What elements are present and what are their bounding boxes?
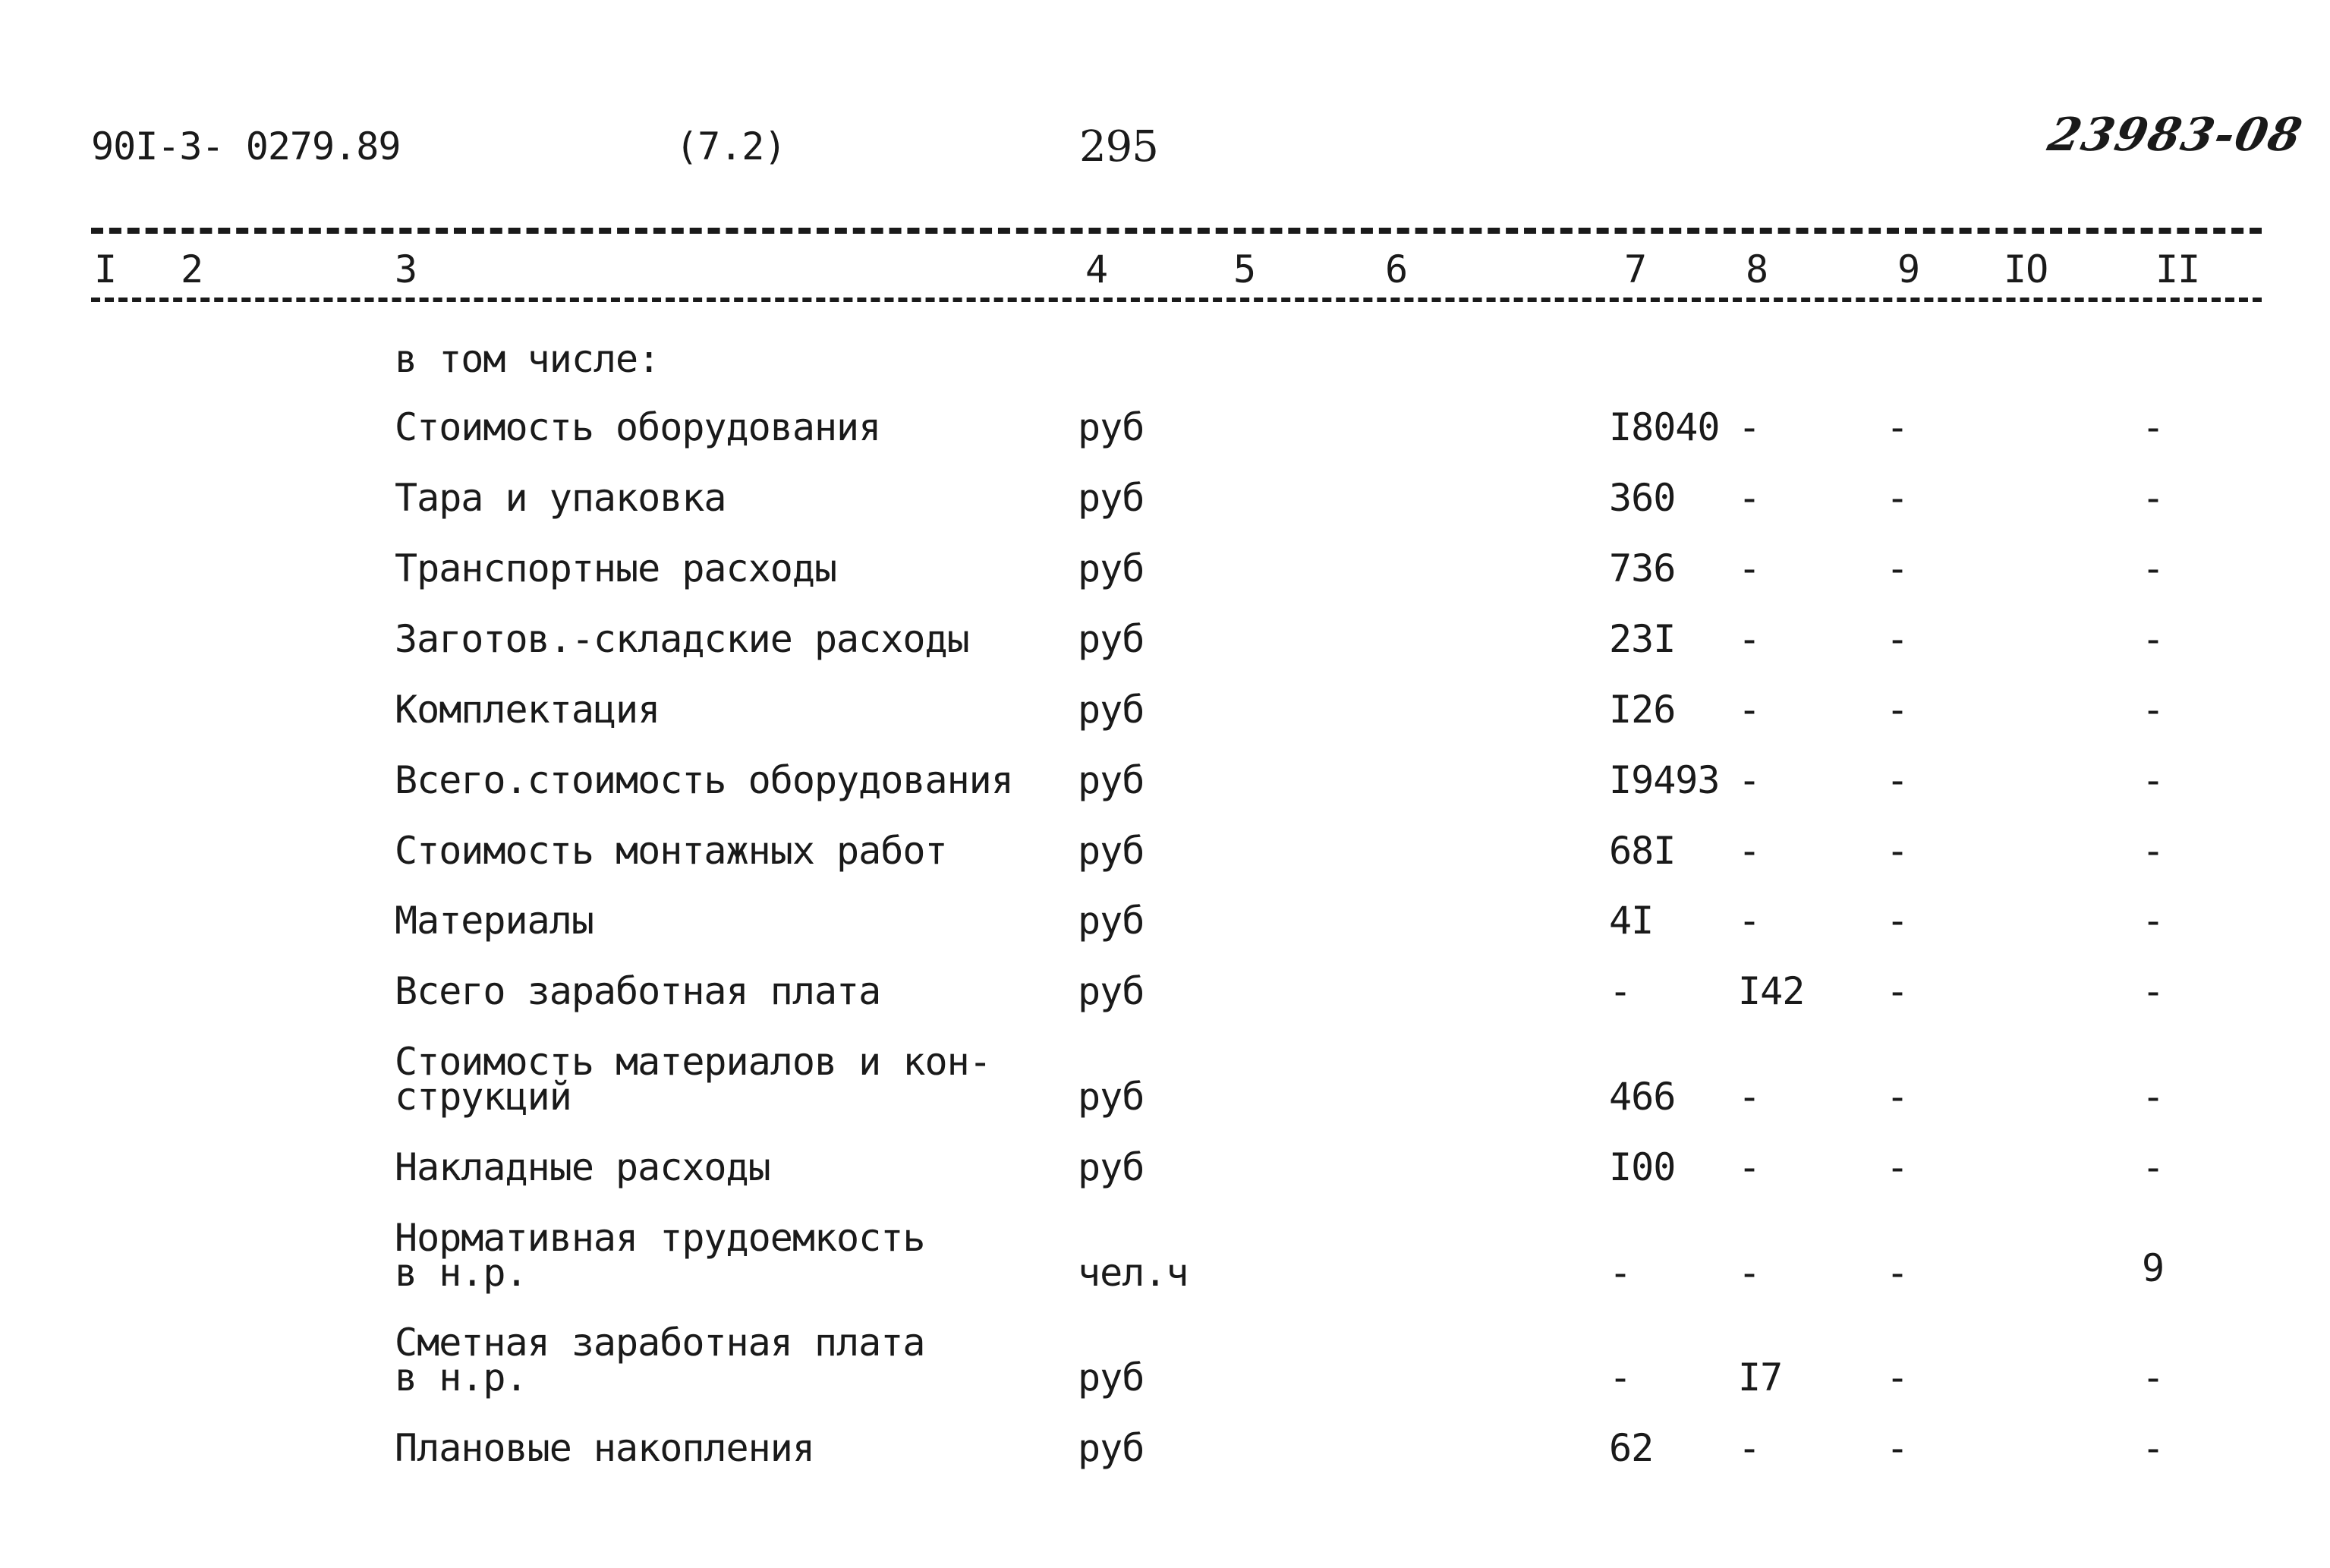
row-col7: I00 — [1609, 1145, 1676, 1189]
row-col8: - — [1738, 688, 1761, 732]
row-col8: - — [1738, 546, 1761, 590]
row-col8: - — [1738, 1075, 1761, 1119]
row-name: Тара и упаковка — [395, 476, 726, 520]
column-number: 5 — [1233, 247, 1256, 291]
row-col9: - — [1886, 546, 1909, 590]
row-col9: - — [1886, 688, 1909, 732]
row-name: Нормативная трудоемкость в н.р. — [395, 1216, 925, 1295]
column-number: IO — [2004, 247, 2048, 291]
page-number: 295 — [1079, 122, 1158, 172]
column-number: 6 — [1385, 247, 1408, 291]
row-col7: 68I — [1609, 829, 1676, 873]
row-col7: 62 — [1609, 1426, 1654, 1470]
header-separator — [91, 228, 2262, 234]
row-col11: - — [2142, 688, 2165, 732]
document-code: 90I-3- 0279.89 — [91, 124, 401, 168]
row-col7: 736 — [1609, 546, 1676, 590]
row-name: Всего заработная плата — [395, 969, 881, 1013]
row-col7: - — [1609, 969, 1632, 1013]
row-col7: 23I — [1609, 617, 1676, 661]
column-number: I — [94, 247, 117, 291]
column-number: II — [2155, 247, 2200, 291]
row-col9: - — [1886, 1251, 1909, 1295]
row-col8: - — [1738, 405, 1761, 449]
row-col11: - — [2142, 758, 2165, 802]
row-col11: - — [2142, 829, 2165, 873]
row-unit: руб — [1078, 969, 1145, 1013]
row-col8: - — [1738, 899, 1761, 943]
row-col7: 466 — [1609, 1075, 1676, 1119]
row-col7: I9493 — [1609, 758, 1720, 802]
row-name: Стоимость оборудования — [395, 405, 881, 449]
row-name: Стоимость материалов и кон- струкций — [395, 1040, 991, 1119]
section-number: (7.2) — [675, 124, 786, 168]
row-col7: - — [1609, 1251, 1632, 1295]
row-col7: I26 — [1609, 688, 1676, 732]
row-col11: - — [2142, 546, 2165, 590]
row-col9: - — [1886, 758, 1909, 802]
row-unit: руб — [1078, 617, 1145, 661]
archive-stamp: 23983-08 — [2043, 109, 2308, 162]
row-col9: - — [1886, 969, 1909, 1013]
row-unit: руб — [1078, 1075, 1145, 1119]
row-col9: - — [1886, 617, 1909, 661]
row-col11: - — [2142, 899, 2165, 943]
row-name: Материалы — [395, 899, 594, 943]
row-col8: - — [1738, 476, 1761, 520]
row-col8: - — [1738, 829, 1761, 873]
row-unit: руб — [1078, 688, 1145, 732]
row-col9: - — [1886, 829, 1909, 873]
row-col7: I8040 — [1609, 405, 1720, 449]
row-col11: 9 — [2142, 1246, 2165, 1290]
row-unit: руб — [1078, 1145, 1145, 1189]
column-number: 3 — [395, 247, 417, 291]
column-number: 9 — [1897, 247, 1920, 291]
column-number: 7 — [1624, 247, 1647, 291]
intro-label: в том числе: — [395, 337, 660, 381]
row-col7: - — [1609, 1355, 1632, 1400]
row-col9: - — [1886, 1426, 1909, 1470]
row-name: Заготов.-складские расходы — [395, 617, 969, 661]
row-unit: руб — [1078, 758, 1145, 802]
row-col9: - — [1886, 476, 1909, 520]
row-unit: руб — [1078, 546, 1145, 590]
row-name: Плановые накопления — [395, 1426, 814, 1470]
row-unit: руб — [1078, 899, 1145, 943]
row-unit: руб — [1078, 1426, 1145, 1470]
row-col8: - — [1738, 1251, 1761, 1295]
row-col9: - — [1886, 1145, 1909, 1189]
row-name: Накладные расходы — [395, 1145, 770, 1189]
row-col11: - — [2142, 969, 2165, 1013]
row-col8: - — [1738, 758, 1761, 802]
row-col9: - — [1886, 1075, 1909, 1119]
row-col11: - — [2142, 617, 2165, 661]
row-col8: I7 — [1738, 1355, 1783, 1400]
row-col8: - — [1738, 1145, 1761, 1189]
row-unit: руб — [1078, 1355, 1145, 1400]
row-name: Стоимость монтажных работ — [395, 829, 947, 873]
row-col11: - — [2142, 476, 2165, 520]
row-col11: - — [2142, 1075, 2165, 1119]
row-col11: - — [2142, 1355, 2165, 1400]
row-col9: - — [1886, 1355, 1909, 1400]
row-col8: I42 — [1738, 969, 1805, 1013]
column-header-underline — [91, 298, 2262, 302]
row-col9: - — [1886, 899, 1909, 943]
row-col7: 4I — [1609, 899, 1654, 943]
row-unit: чел.ч — [1078, 1251, 1189, 1295]
row-unit: руб — [1078, 405, 1145, 449]
row-col8: - — [1738, 617, 1761, 661]
row-name: Комплектация — [395, 688, 660, 732]
row-unit: руб — [1078, 829, 1145, 873]
row-col7: 360 — [1609, 476, 1676, 520]
row-col11: - — [2142, 405, 2165, 449]
row-col9: - — [1886, 405, 1909, 449]
row-name: Сметная заработная плата в н.р. — [395, 1321, 925, 1400]
row-name: Всего.стоимость оборудования — [395, 758, 1013, 802]
row-col11: - — [2142, 1426, 2165, 1470]
row-unit: руб — [1078, 476, 1145, 520]
row-col11: - — [2142, 1145, 2165, 1189]
row-col8: - — [1738, 1426, 1761, 1470]
row-name: Транспортные расходы — [395, 546, 837, 590]
column-number: 8 — [1746, 247, 1768, 291]
column-number: 4 — [1085, 247, 1108, 291]
column-number: 2 — [181, 247, 203, 291]
